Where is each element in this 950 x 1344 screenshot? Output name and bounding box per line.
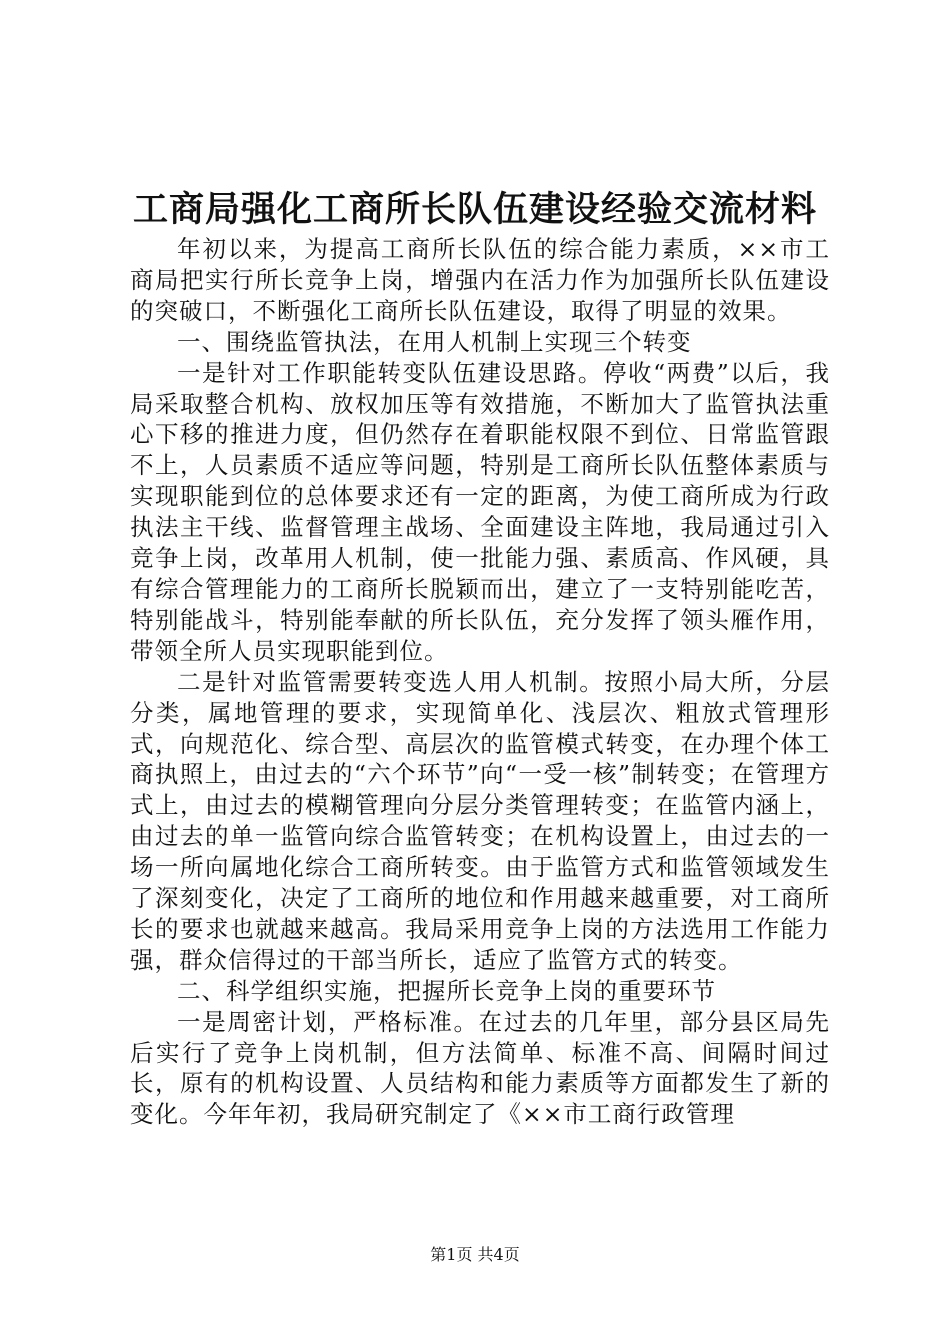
body-paragraph-2: 二是针对监管需要转变选人用人机制。按照小局大所，分层分类，属地管理的要求，实现简单化、浅层次、粗放式管理形式，向规范化、综合型、高层次的监管模式转变，在办理个体工商执照上，由过去的“六个环节”向“一受一核”制转变；在管理方式上，由过去的模糊管理向分层分类管理转变；在监管内涵上，由过去的单一监管向综合监管转变；在机构设置上，由过去的一场一所向属地化综合工商所转变。由于监管方式和监管领域发生了深刻变化，决定了工商所的地位和作用越来越重要，对工商所长的要求也就越来越高。我局采用竞争上岗的方法选用工作能力强，群众信得过的干部当所长，适应了监管方式的转变。 xyxy=(130,667,830,974)
body-paragraph-1: 一是针对工作职能转变队伍建设思路。停收“两费”以后，我局采取整合机构、放权加压等有效措施，不断加大了监管执法重心下移的推进力度，但仍然存在着职能权限不到位、日常监管跟不上，人员素质不适应等问题，特别是工商所长队伍整体素质与实现职能到位的总体要求还有一定的距离，为使工商所成为行政执法主干线、监督管理主战场、全面建设主阵地，我局通过引入竞争上岗，改革用人机制，使一批能力强、素质高、作风硬，具有综合管理能力的工商所长脱颖而出，建立了一支特别能吃苦，特别能战斗，特别能奉献的所长队伍，充分发挥了领头雁作用，带领全所人员实现职能到位。 xyxy=(130,358,830,665)
document-body xyxy=(130,234,830,1130)
document-title: 工商局强化工商所长队伍建设经验交流材料 xyxy=(132,189,817,230)
section-heading-1: 一、围绕监管执法，在用人机制上实现三个转变 xyxy=(177,327,692,356)
page-number-footer: 第1页 共4页 xyxy=(430,1245,520,1264)
body-paragraph-3: 一是周密计划，严格标准。在过去的几年里，部分县区局先后实行了竞争上岗机制，但方法简单、标准不高、间隔时间过长，原有的机构设置、人员结构和能力素质等方面都发生了新的变化。今年年初，我局研究制定了《××市工商行政管理 xyxy=(130,1007,830,1129)
section-heading-2: 二、科学组织实施，把握所长竞争上岗的重要环节 xyxy=(177,976,716,1005)
intro-paragraph: 年初以来，为提高工商所长队伍的综合能力素质，××市工商局把实行所长竞争上岗，增强内在活力作为加强所长队伍建设的突破口，不断强化工商所长队伍建设，取得了明显的效果。 xyxy=(130,235,830,325)
